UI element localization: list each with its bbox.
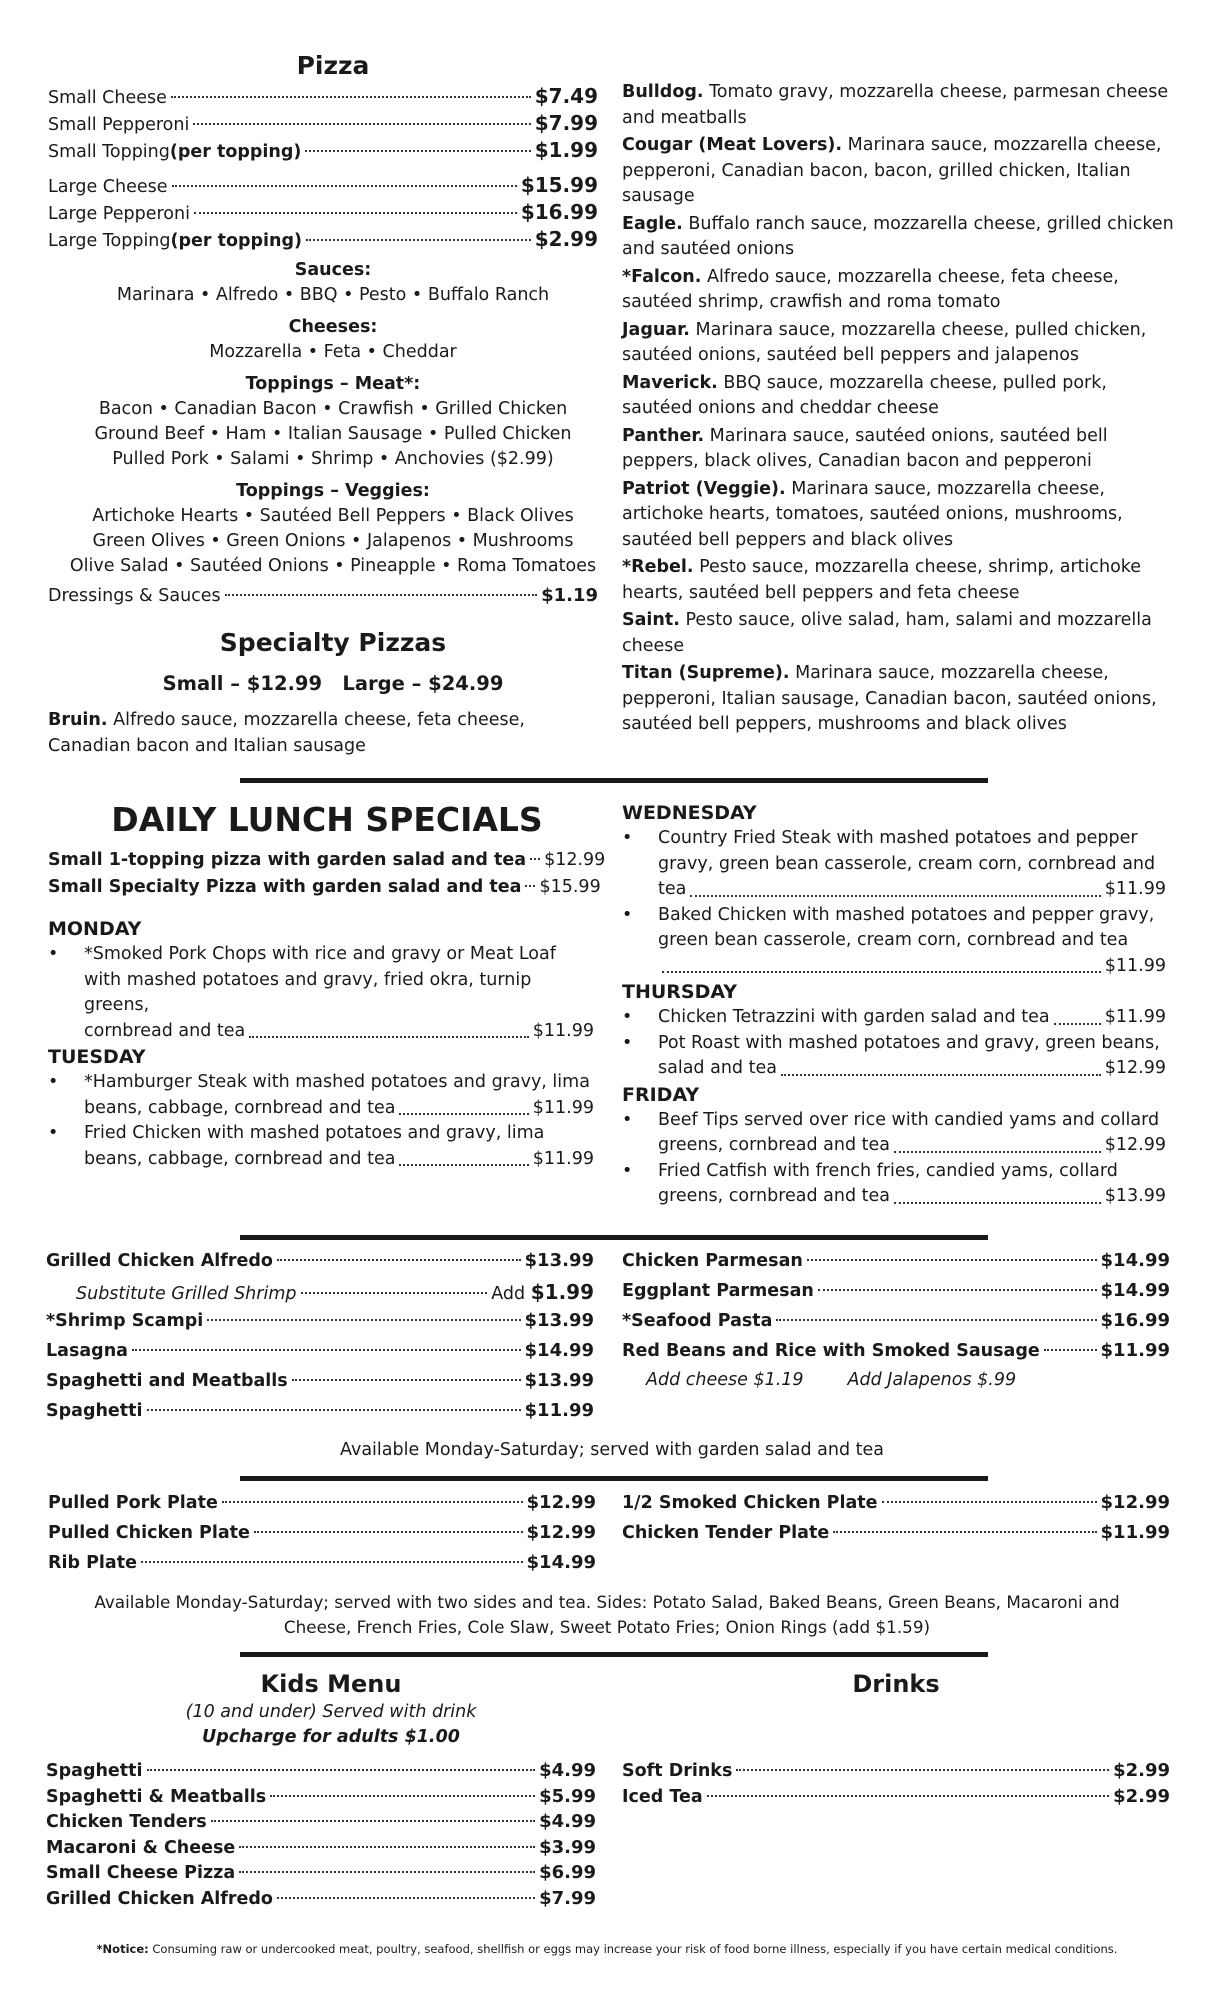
lunch-special: • Beef Tips served over rice with candied yams and collard greens, cornbread and tea $12.99: [622, 1109, 1166, 1155]
kids-title: Kids Menu: [260, 1670, 402, 1698]
menu-item: Large Pepperoni $16.99: [48, 200, 598, 224]
specialty-pizza-item: Maverick. BBQ sauce, mozzarella cheese, pulled pork, sautéed onions and cheddar cheese: [622, 372, 1107, 418]
day-wednesday: WEDNESDAY: [622, 802, 757, 824]
meat-toppings-label: Toppings – Meat*:: [245, 374, 421, 394]
sauces-list: Marinara • Alfredo • BBQ • Pesto • Buffalo Ranch: [116, 285, 550, 305]
cheeses-list: Mozzarella • Feta • Cheddar: [209, 342, 457, 362]
day-thursday: THURSDAY: [622, 981, 738, 1003]
menu-item: Large Cheese $15.99: [48, 173, 598, 197]
menu-item: Eggplant Parmesan $14.99: [622, 1280, 1170, 1301]
menu-item: Chicken Tender Plate $11.99: [622, 1522, 1170, 1543]
menu-item: Grilled Chicken Alfredo $7.99: [46, 1887, 596, 1909]
menu-item: Chicken Parmesan $14.99: [622, 1250, 1170, 1271]
lunch-right: [622, 800, 1166, 1210]
specialty-pizza-item: Eagle. Buffalo ranch sauce, mozzarella cheese, grilled chicken and sautéed onions: [622, 213, 1174, 259]
pasta-note: Available Monday-Saturday; served with garden salad and tea: [340, 1440, 884, 1460]
lunch-special: • Baked Chicken with mashed potatoes and pepper gravy, green bean casserole, cream corn, cornbread and tea $11.99: [622, 904, 1166, 976]
menu-item: Iced Tea $2.99: [622, 1785, 1170, 1807]
menu-item: Macaroni & Cheese $3.99: [46, 1836, 596, 1858]
drinks-section: [622, 1668, 1170, 1811]
specialty-list: [622, 80, 1178, 740]
kids-upcharge: Upcharge for adults $1.00: [202, 1727, 460, 1747]
meat-toppings-line: Pulled Pork • Salami • Shrimp • Anchovies ($2.99): [112, 449, 554, 469]
pizza-title: Pizza: [296, 51, 370, 80]
veggie-toppings-line: Green Olives • Green Onions • Jalapenos • Mushrooms: [92, 531, 574, 551]
specialty-pizza-item: Cougar (Meat Lovers). Marinara sauce, mozzarella cheese, pepperoni, Canadian bacon, bacon, grilled chicken, Italian sausage: [622, 135, 1162, 206]
meat-toppings-line: Ground Beef • Ham • Italian Sausage • Pulled Chicken: [94, 424, 572, 444]
day-friday: FRIDAY: [622, 1083, 700, 1106]
menu-item: Rib Plate $14.99: [48, 1552, 596, 1573]
plates-left: [48, 1492, 596, 1582]
drinks-title: Drinks: [852, 1670, 940, 1698]
health-notice: *Notice: Consuming raw or undercooked meat, poultry, seafood, shellfish or eggs may increase your risk of food borne illness, especially if you have certain medical conditions.: [96, 1942, 1118, 1956]
cheeses-label: Cheeses:: [288, 317, 378, 337]
specialty-pizza-item: Titan (Supreme). Marinara sauce, mozzarella cheese, pepperoni, Italian sausage, Canadian bacon, sautéed onions, sautéed bell peppers, mushrooms and black olives: [622, 663, 1157, 734]
lunch-left: [48, 798, 606, 1172]
pasta-addons: Add cheese $1.19 Add Jalapenos $.99: [646, 1370, 1017, 1390]
plates-right: [622, 1492, 1170, 1552]
day-tuesday: TUESDAY: [48, 1046, 146, 1068]
menu-item: Pulled Chicken Plate $12.99: [48, 1522, 596, 1543]
specialty-pizza-bruin: Bruin. Alfredo sauce, mozzarella cheese, feta cheese, Canadian bacon and Italian sausage: [48, 710, 525, 756]
section-divider: [240, 1476, 988, 1481]
veggie-toppings-line: Olive Salad • Sautéed Onions • Pineapple • Roma Tomatoes: [69, 556, 597, 576]
specialty-title: Specialty Pizzas: [219, 628, 447, 657]
pasta-left: [46, 1250, 594, 1430]
menu-item: *Shrimp Scampi $13.99: [46, 1310, 594, 1331]
menu-item: Spaghetti $11.99: [46, 1400, 594, 1421]
menu-item: Small Topping (per topping) $1.99: [48, 138, 598, 162]
specialty-pizza-item: Panther. Marinara sauce, sautéed onions, sautéed bell peppers, black olives, Canadian bacon and pepperoni: [622, 425, 1108, 471]
lunch-special: • Country Fried Steak with mashed potatoes and pepper gravy, green bean casserole, cream corn, cornbread and tea $11.99: [622, 828, 1166, 899]
pizza-price-list: [48, 84, 598, 254]
lunch-special: • *Smoked Pork Chops with rice and gravy or Meat Loaf with mashed potatoes and gravy, fried okra, turnip greens, cornbread and tea $11.99: [48, 944, 594, 1041]
plates-note: Available Monday-Saturday; served with two sides and tea. Sides: Potato Salad, Baked Beans, Green Beans, Macaroni and Cheese, French Fries, Cole Slaw, Sweet Potato Fries; Onion Rings (add $1.59): [94, 1592, 1120, 1637]
day-monday: MONDAY: [48, 918, 142, 940]
specialty-pizza-item: Bulldog. Tomato gravy, mozzarella cheese, parmesan cheese and meatballs: [622, 82, 1169, 128]
specialty-pizza-item: Patriot (Veggie). Marinara sauce, mozzarella cheese, artichoke hearts, tomatoes, sautéed onions, mushrooms, sautéed bell peppers and black olives: [622, 478, 1123, 550]
lunch-combo: Small Specialty Pizza with garden salad and tea $15.99: [48, 877, 601, 897]
menu-item: *Seafood Pasta $16.99: [622, 1310, 1170, 1331]
kids-subtitle: (10 and under) Served with drink: [185, 1702, 477, 1722]
menu-item: Pulled Pork Plate $12.99: [48, 1492, 596, 1513]
menu-item: Spaghetti $4.99: [46, 1760, 596, 1781]
menu-item: Lasagna $14.99: [46, 1340, 594, 1361]
menu-item: Grilled Chicken Alfredo $13.99: [46, 1250, 594, 1271]
section-divider: [240, 778, 988, 783]
menu-item: Red Beans and Rice with Smoked Sausage $11.99: [622, 1340, 1170, 1361]
specialty-pizza-item: Jaguar. Marinara sauce, mozzarella cheese, pulled chicken, sautéed onions, sautéed bell peppers and jalapenos: [622, 319, 1147, 365]
menu-item: Spaghetti & Meatballs $5.99: [46, 1785, 596, 1807]
lunch-title: DAILY LUNCH SPECIALS: [111, 800, 543, 839]
kids-section: [46, 1668, 596, 1913]
menu-item: Large Topping (per topping) $2.99: [48, 227, 598, 251]
substitute-item: Substitute Grilled Shrimp Add $1.99: [76, 1280, 594, 1304]
lunch-special: • *Hamburger Steak with mashed potatoes and gravy, lima beans, cabbage, cornbread and tea $11.99: [48, 1072, 594, 1118]
section-divider: [240, 1652, 988, 1657]
pasta-right: [622, 1250, 1170, 1400]
veggie-toppings-label: Toppings – Veggies:: [236, 481, 430, 501]
meat-toppings-line: Bacon • Canadian Bacon • Crawfish • Grilled Chicken: [98, 399, 568, 419]
menu-item: Soft Drinks $2.99: [622, 1760, 1170, 1781]
lunch-special: • Chicken Tetrazzini with garden salad and tea $11.99: [622, 1005, 1166, 1031]
lunch-combo: Small 1-topping pizza with garden salad and tea $12.99: [48, 850, 606, 870]
menu-item: 1/2 Smoked Chicken Plate $12.99: [622, 1492, 1170, 1513]
menu-item: Small Pepperoni $7.99: [48, 111, 598, 135]
section-divider: [240, 1235, 988, 1240]
pizza-section: [48, 48, 598, 761]
menu-item: Small Cheese Pizza $6.99: [46, 1862, 596, 1883]
specialty-pizza-item: Saint. Pesto sauce, olive salad, ham, salami and mozzarella cheese: [622, 610, 1152, 656]
lunch-special: • Fried Catfish with french fries, candied yams, collard greens, cornbread and tea $13.99: [622, 1160, 1166, 1206]
veggie-toppings-line: Artichoke Hearts • Sautéed Bell Peppers • Black Olives: [92, 506, 574, 526]
menu-item: Small Cheese $7.49: [48, 84, 598, 108]
specialty-pizza-item: *Rebel. Pesto sauce, mozzarella cheese, shrimp, artichoke hearts, sautéed bell peppers and feta cheese: [622, 557, 1142, 603]
sauces-label: Sauces:: [294, 260, 372, 280]
menu-item: Spaghetti and Meatballs $13.99: [46, 1370, 594, 1391]
dressings-item: Dressings & Sauces $1.19: [48, 585, 598, 606]
lunch-special: • Fried Chicken with mashed potatoes and gravy, lima beans, cabbage, cornbread and tea $11.99: [48, 1123, 594, 1169]
menu-item: Chicken Tenders $4.99: [46, 1811, 596, 1832]
specialty-prices: Small – $12.99 Large – $24.99: [162, 672, 504, 695]
lunch-special: • Pot Roast with mashed potatoes and gravy, green beans, salad and tea $12.99: [622, 1032, 1166, 1078]
specialty-pizza-item: *Falcon. Alfredo sauce, mozzarella cheese, feta cheese, sautéed shrimp, crawfish and roma tomato: [622, 266, 1119, 312]
